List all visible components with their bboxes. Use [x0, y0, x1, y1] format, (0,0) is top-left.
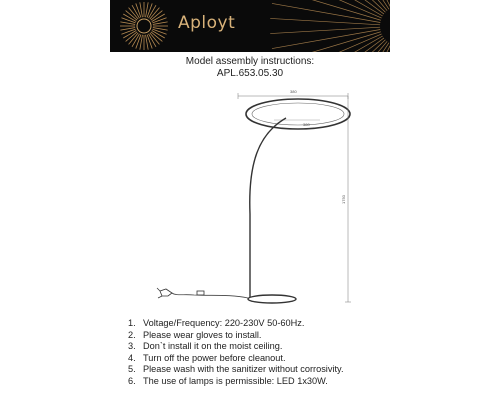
list-item: 3. Don`t install it on the moist ceiling. — [128, 341, 283, 352]
dim-top-label: 380 — [290, 89, 297, 94]
instruction-list — [128, 318, 344, 388]
list-item: 1. Voltage/Frequency: 220-230V 50-60Hz. — [128, 318, 305, 328]
burst-ray — [275, 0, 380, 20]
sunburst-logo-icon — [110, 0, 390, 52]
burst-ray — [281, 34, 382, 52]
list-item: 2. Please wear gloves to install. — [128, 329, 262, 340]
plug-icon — [160, 289, 172, 296]
burst-ray — [296, 0, 384, 14]
brand-banner — [110, 0, 390, 52]
dim-height-label: 1750 — [341, 195, 346, 204]
brand-name: Aployt — [178, 13, 236, 33]
lamp-drawing — [150, 84, 370, 309]
cord-switch — [197, 291, 204, 295]
burst-ray — [281, 0, 382, 18]
burst-ray — [275, 32, 380, 52]
burst-ray — [296, 38, 384, 52]
ring-inner — [252, 103, 344, 125]
dim-inner-label: 380 — [303, 122, 310, 127]
model-number: APL.653.05.30 — [216, 68, 284, 79]
list-item: 6. The use of lamps is permissible: LED 1x30W. — [128, 375, 328, 386]
power-cord — [172, 293, 248, 298]
list-item: 4. Turn off the power before cleanout. — [128, 352, 286, 363]
list-item: 5. Please wash with the sanitizer without corrosivity. — [128, 364, 344, 375]
lamp-base — [248, 295, 296, 303]
lamp-stem — [250, 118, 286, 297]
doc-title: Model assembly instructions: — [185, 56, 315, 67]
